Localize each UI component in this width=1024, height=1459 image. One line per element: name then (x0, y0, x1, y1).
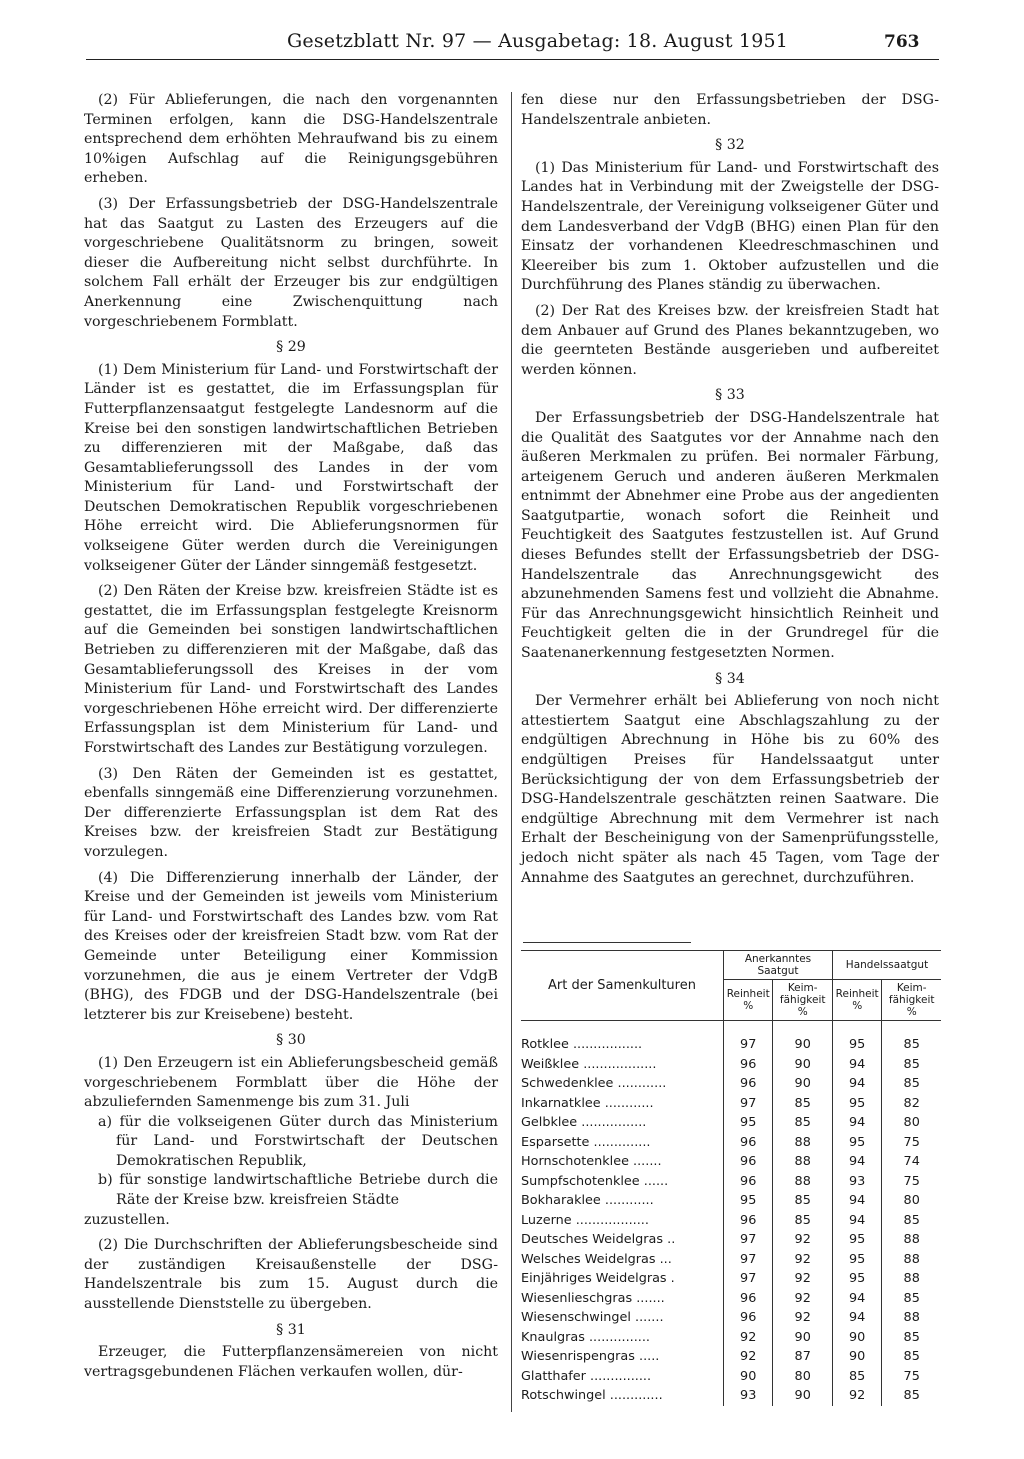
header-handels: Handelssaatgut (832, 951, 941, 980)
value-a-r: 96 (724, 1074, 773, 1094)
value-a-k: 92 (773, 1269, 833, 1289)
value-h-k: 85 (903, 1037, 920, 1052)
crop-name (521, 1269, 724, 1289)
paragraph: (3) Den Räten der Gemeinden ist es gestattet, ebenfalls sinngemäß eine Differenzierung vorzunehmen. Der differenzierte Erfassungsplan ist dem Rat des Kreises bzw. der kreisfreien Stadt zur Bestätigung vorzulegen. (84, 765, 498, 860)
value-h-r: 95 (832, 1269, 881, 1289)
value-h-r: 94 (832, 1074, 881, 1094)
value-a-k: 92 (773, 1308, 833, 1328)
value-a-r: 96 (724, 1308, 773, 1328)
value-h-r: 95 (832, 1230, 881, 1250)
table-row (521, 1328, 941, 1348)
value-h-k: 88 (903, 1310, 920, 1325)
value-h-r: 92 (832, 1386, 881, 1406)
value-a-k: 90 (773, 1328, 833, 1348)
value-a-k: 87 (773, 1347, 833, 1367)
value-a-r: 96 (724, 1152, 773, 1172)
value-a-r: 93 (724, 1386, 773, 1406)
crop-name (521, 1386, 724, 1406)
crop-label: Knaulgras (521, 1329, 585, 1345)
value-h-r: 90 (832, 1328, 881, 1348)
value-h-r: 95 (832, 1133, 881, 1153)
value-h-k: 85 (903, 1349, 920, 1364)
table-row (521, 1035, 941, 1055)
value-h-r: 95 (832, 1035, 881, 1055)
value-a-r: 96 (724, 1172, 773, 1192)
paragraph: (1) Den Erzeugern ist ein Ablieferungsbescheid gemäß vorgeschriebenem Formblatt über die Höhe der abzuliefernden Samenmenge bis zum 31. Juli (84, 1054, 498, 1111)
crop-label: Luzerne (521, 1212, 572, 1228)
value-h-r: 94 (832, 1152, 881, 1172)
value-h-k: 75 (903, 1368, 920, 1384)
crop-name (521, 1328, 724, 1348)
value-a-r: 97 (724, 1269, 773, 1289)
table-row (521, 1386, 941, 1406)
value-a-k: 88 (773, 1172, 833, 1192)
paragraph: Der Erfassungsbetrieb der DSG-Handelszentrale hat die Qualität des Saatgutes vor der Annahme nach den äußeren Merkmalen zu prüfen. Bei normaler Färbung, arteigenem Geruch und anderen äußeren Merkmalen entnimmt der Abnehmer eine Probe aus der angedienten Saatgutpartie, wonach sofort die Reinheit und Feuchtigkeit des Saatgutes festzustellen ist. Auf Grund dieses Befundes stellt der Erfassungsbetrieb der DSG-Handelszentrale das Anrechnungsgewicht des abzunehmenden Samens fest und vollzieht die Abnahme. Für das Anrechnungsgewicht hinsichtlich Reinheit und Feuchtigkeit gelten die in der Grundregel für die Saatenanerkennung festgesetzten Normen. (521, 409, 939, 662)
dot-leader: ............. (609, 1388, 663, 1403)
dot-leader: ..... (639, 1349, 660, 1364)
crop-label: Schwedenklee (521, 1076, 614, 1091)
paragraph: Der Vermehrer erhält bei Ablieferung von noch nicht attestiertem Saatgut eine Abschlagszahlung zu der endgültigen Abrechnung in Höhe bis zu 60% des endgültigen Preises für Handelssaatgut unter Berücksichtigung der von dem Erfassungsbetrieb der DSG-Handelszentrale geschätzten reinen Saatware. Die endgültige Abrechnung mit dem Vermehrer ist nach Erhalt der Bescheinigung von der Samenprüfungsstelle, jedoch nicht später als nach 45 Tagen, vom Tage der Annahme des Saatgutes an gerechnet, durchzuführen. (521, 693, 939, 886)
value-h-k: 85 (903, 1076, 920, 1091)
list-item: a) für die volkseigenen Güter durch das Ministerium für Land- und Forstwirtschaft der Deutschen Demokratischen Republik, (98, 1113, 498, 1169)
value-h-k: 74 (903, 1154, 920, 1169)
dot-leader: ....... (633, 1154, 662, 1169)
value-h-r: 94 (832, 1308, 881, 1328)
list-item: b) für sonstige landwirtschaftliche Betriebe durch die Räte der Kreise bzw. kreisfreien Städte (98, 1172, 498, 1209)
value-a-r: 97 (724, 1230, 773, 1250)
value-a-k: 90 (773, 1035, 833, 1055)
section-heading: § 31 (276, 1321, 306, 1338)
value-a-k: 92 (773, 1289, 833, 1309)
value-a-k: 90 (773, 1386, 833, 1406)
value-h-r: 90 (832, 1347, 881, 1367)
table-row (521, 1133, 941, 1153)
table-row (521, 1269, 941, 1289)
dot-leader: ... (659, 1251, 672, 1267)
value-h-r: 94 (832, 1055, 881, 1075)
dot-leader: .............. (593, 1134, 651, 1150)
value-a-r: 97 (724, 1250, 773, 1270)
value-h-k: 80 (903, 1115, 920, 1130)
value-h-r: 94 (832, 1289, 881, 1309)
paragraph: (1) Dem Ministerium für Land- und Forstwirtschaft der Länder ist es gestattet, die im Erfassungsplan für Futterpflanzensaatgut festgelegte Landesnorm auf die Kreise bei den sonstigen landwirtschaftlichen Betrieben zu differenzieren mit der Maßgabe, daß das Gesamtablieferungssoll des Landes in der vom Ministerium für Land- und Forstwirtschaft der Deutschen Demokratischen Republik vorgeschriebenen Höhe erreicht wird. Die Ablieferungsnormen für volkseigene Güter werden durch die Vereinigungen volkseigener Güter der Länder sinngemäß festgesetzt. (84, 361, 498, 574)
table-row (521, 1367, 941, 1387)
dot-leader: ................ (581, 1115, 647, 1130)
section-heading: § 29 (276, 339, 306, 356)
crop-label: Gelbklee (521, 1115, 578, 1130)
dot-leader: . (670, 1271, 675, 1286)
crop-label: Weißklee (521, 1056, 580, 1072)
value-h-r: 95 (832, 1094, 881, 1114)
dot-leader: ...... (643, 1173, 669, 1189)
crop-label: Bokharaklee (521, 1193, 601, 1208)
crop-name (521, 1230, 724, 1250)
crop-name (521, 1074, 724, 1094)
value-a-k: 85 (773, 1113, 833, 1133)
crop-name (521, 1152, 724, 1172)
value-a-r: 97 (724, 1094, 773, 1114)
section-heading: § 34 (715, 670, 745, 687)
paragraph: (2) Die Durchschriften der Ablieferungsbescheide sind der zuständigen Kreisaußenstelle der DSG-Handelszentrale bis zum 15. August durch die ausstellende Dienststelle zu übergeben. (84, 1237, 498, 1313)
dot-leader: .................. (575, 1212, 649, 1228)
table-row (521, 1074, 941, 1094)
value-a-r: 96 (724, 1289, 773, 1309)
value-a-r: 96 (724, 1055, 773, 1075)
value-h-r: 94 (832, 1113, 881, 1133)
value-a-r: 95 (724, 1113, 773, 1133)
value-h-r: 94 (832, 1211, 881, 1231)
value-a-k: 80 (773, 1367, 833, 1387)
crop-name (521, 1035, 724, 1055)
dot-leader: .. (667, 1232, 676, 1247)
paragraph-tail: zuzustellen. (84, 1211, 170, 1228)
crop-name (521, 1094, 724, 1114)
paragraph: fen diese nur den Erfassungsbetrieben der DSG-Handelszentrale anbieten. (521, 92, 939, 128)
crop-label: Rotschwingel (521, 1388, 606, 1403)
table-row (521, 1094, 941, 1114)
value-a-k: 88 (773, 1133, 833, 1153)
table-row (521, 1230, 941, 1250)
paragraph: (3) Der Erfassungsbetrieb der DSG-Handelszentrale hat das Saatgut zu Lasten des Erzeugers auf die vorgeschriebene Qualitätsnorm zu bringen, soweit dieser die Aufbereitung nicht selbst durchführte. In solchem Fall erhält der Erzeuger bis zur endgültigen Anerkennung eine Zwischenquittung nach vorgeschriebenem Formblatt. (84, 195, 498, 330)
seed-quality-table (521, 950, 941, 1406)
table-row (521, 1347, 941, 1367)
value-a-k: 90 (773, 1074, 833, 1094)
crop-label: Glatthafer (521, 1368, 586, 1384)
value-h-k: 85 (903, 1329, 920, 1345)
page-number: 763 (884, 32, 920, 52)
crop-name (521, 1347, 724, 1367)
crop-name (521, 1172, 724, 1192)
table-row (521, 1113, 941, 1133)
value-h-k: 80 (903, 1193, 920, 1208)
value-a-r: 90 (724, 1367, 773, 1387)
crop-label: Inkarnatklee (521, 1095, 601, 1111)
header-anerkannt: Anerkanntes Saatgut (724, 951, 833, 980)
dot-leader: ....... (636, 1290, 665, 1306)
crop-label: Welsches Weidelgras (521, 1251, 656, 1267)
value-h-r: 85 (832, 1367, 881, 1387)
table-row (521, 1152, 941, 1172)
value-a-k: 92 (773, 1230, 833, 1250)
section-heading: § 30 (276, 1032, 306, 1049)
value-h-k: 82 (903, 1095, 920, 1111)
header-keim: Keim-fähigkeit % (773, 980, 833, 1021)
header-keim: Keim-fähigkeit % (882, 980, 941, 1021)
value-a-r: 92 (724, 1347, 773, 1367)
crop-label: Einjähriges Weidelgras (521, 1271, 667, 1286)
table-row (521, 1055, 941, 1075)
crop-name (521, 1113, 724, 1133)
value-a-r: 96 (724, 1133, 773, 1153)
paragraph: (2) Für Ablieferungen, die nach den vorgenannten Terminen erfolgen, kann die DSG-Handelszentrale entsprechend dem erhöhten Mehraufwand bis zu einem 10%igen Aufschlag auf die Reinigungsgebühren erheben. (84, 92, 498, 187)
header-reinheit: Reinheit % (724, 980, 773, 1021)
value-h-k: 85 (903, 1388, 920, 1403)
dot-leader: ............ (604, 1095, 654, 1111)
value-h-k: 85 (903, 1212, 920, 1228)
value-h-k: 88 (903, 1251, 920, 1267)
table-spacer (521, 1021, 941, 1036)
paragraph: (2) Der Rat des Kreises bzw. der kreisfreien Stadt hat dem Anbauer auf Grund des Planes bekanntzugeben, wo die geernteten Bestände ausgerieben und aufbereitet werden können. (521, 302, 939, 378)
value-h-r: 94 (832, 1191, 881, 1211)
value-a-k: 85 (773, 1211, 833, 1231)
crop-name (521, 1191, 724, 1211)
value-h-k: 75 (903, 1173, 920, 1189)
paragraph: (1) Das Ministerium für Land- und Forstwirtschaft des Landes hat in Verbindung mit der Zweigstelle der DSG-Handelszentrale, der Vereinigung volkseigener Güter und dem Landesverband der VdgB (BHG) einen Plan für den Einsatz der vorhandenen Kleedreschmaschinen und Kleereiber bis zum 1. Oktober aufzustellen und die Durchführung des Planes ständig zu überwachen. (521, 159, 939, 294)
left-column (84, 91, 498, 1388)
crop-label: Rotklee (521, 1037, 569, 1052)
value-a-k: 85 (773, 1094, 833, 1114)
dot-leader: ............ (604, 1193, 654, 1208)
dot-leader: ............ (617, 1076, 667, 1091)
paragraph: (4) Die Differenzierung innerhalb der Länder, der Kreise und der Gemeinden ist jeweils vom Ministerium für Land- und Forstwirtschaft des Landes bzw. vom Rat des Kreises oder der kreisfreien Stadt bzw. vom Rat der Gemeinde unter Beteiligung einer Kommission vorzunehmen, die aus je einem Vertreter der VdgB (BHG), des FDGB und der DSG-Handelszentrale (bei letzterer bis zur Kreisebene) besteht. (84, 869, 498, 1023)
crop-label: Hornschotenklee (521, 1154, 629, 1169)
value-a-r: 96 (724, 1211, 773, 1231)
crop-name (521, 1367, 724, 1387)
value-h-r: 95 (832, 1250, 881, 1270)
gazette-title: Gesetzblatt Nr. 97 — Ausgabetag: 18. August 1951 (287, 30, 789, 52)
value-h-k: 85 (903, 1290, 920, 1306)
table-row (521, 1191, 941, 1211)
table-row (521, 1308, 941, 1328)
value-h-k: 88 (903, 1271, 920, 1286)
value-a-r: 97 (724, 1035, 773, 1055)
crop-label: Sumpfschotenklee (521, 1173, 640, 1189)
crop-name (521, 1289, 724, 1309)
paragraph: (2) Den Räten der Kreise bzw. kreisfreien Städte ist es gestattet, die im Erfassungsplan festgelegte Kreisnorm auf die Gemeinden bei sonstigen landwirtschaftlichen Betrieben zu differenzieren mit der Maßgabe, daß das Gesamtablieferungssoll des Kreises in der vom Ministerium für Land- und Forstwirtschaft des Landes vorgeschriebenen Höhe erreicht wird. Der differenzierte Erfassungsplan ist dem Ministerium für Land- und Forstwirtschaft des Landes zur Bestätigung vorzulegen. (84, 583, 498, 756)
section-heading: § 33 (715, 387, 745, 404)
table-row (521, 1250, 941, 1270)
header-reinheit: Reinheit % (832, 980, 881, 1021)
table-row (521, 1211, 941, 1231)
dot-leader: ............... (590, 1368, 652, 1384)
header-art: Art der Samenkulturen (521, 951, 724, 1021)
crop-label: Wiesenrispengras (521, 1349, 635, 1364)
crop-name (521, 1055, 724, 1075)
value-a-r: 95 (724, 1191, 773, 1211)
column-divider (511, 92, 512, 1412)
table-row (521, 1289, 941, 1309)
value-a-k: 85 (773, 1191, 833, 1211)
value-a-k: 92 (773, 1250, 833, 1270)
crop-name (521, 1211, 724, 1231)
crop-name (521, 1250, 724, 1270)
right-column (521, 91, 939, 894)
value-h-k: 85 (903, 1056, 920, 1072)
page-header (0, 0, 1024, 60)
dot-leader: ............... (588, 1329, 651, 1345)
crop-label: Esparsette (521, 1134, 590, 1150)
crop-name (521, 1308, 724, 1328)
value-h-k: 75 (903, 1134, 920, 1150)
value-a-k: 88 (773, 1152, 833, 1172)
header-rule (86, 59, 939, 60)
value-a-r: 92 (724, 1328, 773, 1348)
paragraph: Erzeuger, die Futterpflanzensämereien von nicht vertragsgebundenen Flächen verkaufen wollen, dür- (84, 1344, 498, 1380)
crop-label: Wiesenschwingel (521, 1310, 631, 1325)
crop-label: Wiesenlieschgras (521, 1290, 633, 1306)
dot-leader: ....... (635, 1310, 664, 1325)
value-h-r: 93 (832, 1172, 881, 1192)
value-h-k: 88 (903, 1232, 920, 1247)
crop-label: Deutsches Weidelgras (521, 1232, 664, 1247)
dot-leader: .................. (583, 1056, 657, 1072)
dot-leader: ................. (572, 1037, 643, 1052)
value-a-k: 90 (773, 1055, 833, 1075)
table-rule (523, 942, 691, 943)
table-row (521, 1172, 941, 1192)
crop-name (521, 1133, 724, 1153)
section-heading: § 32 (715, 137, 745, 154)
